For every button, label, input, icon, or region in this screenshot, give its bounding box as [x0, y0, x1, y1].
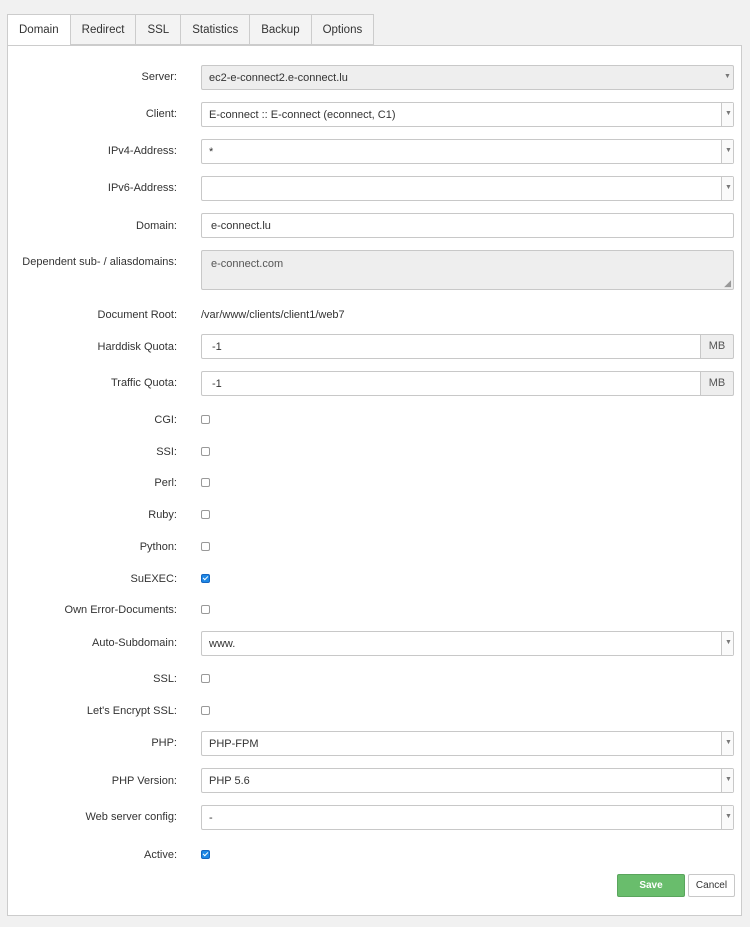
- save-button[interactable]: Save: [617, 874, 685, 897]
- aliasdomains-label: Dependent sub- / aliasdomains:: [22, 256, 177, 268]
- ssl-label: SSL:: [153, 673, 177, 685]
- tab-options[interactable]: Options: [312, 14, 375, 45]
- php-label: PHP:: [151, 737, 177, 749]
- traffic-quota-unit: MB: [700, 371, 734, 396]
- letsencrypt-label: Let's Encrypt SSL:: [86, 705, 177, 717]
- subdomain-value: www.: [209, 638, 236, 650]
- docroot-value: /var/www/clients/client1/web7: [201, 309, 345, 321]
- caret-down-icon[interactable]: ▼: [721, 177, 733, 200]
- php-value: PHP-FPM: [209, 738, 259, 750]
- python-label: Python:: [139, 541, 177, 553]
- aliasdomains-value: e-connect.com: [211, 258, 284, 270]
- caret-down-icon[interactable]: ▼: [721, 632, 733, 655]
- domain-input[interactable]: [201, 213, 734, 238]
- resize-grip-icon[interactable]: ◢: [724, 278, 731, 288]
- ssi-checkbox[interactable]: [201, 447, 210, 456]
- active-label: Active:: [143, 849, 177, 861]
- hd-quota-unit: MB: [700, 334, 734, 359]
- perl-checkbox[interactable]: [201, 478, 210, 487]
- hd-quota-group: [201, 334, 734, 359]
- php-select[interactable]: [201, 731, 734, 756]
- ipv4-label: IPv4-Address:: [107, 145, 177, 157]
- hd-quota-value: -1: [212, 341, 222, 353]
- subdomain-select[interactable]: [201, 631, 734, 656]
- server-select: [201, 65, 734, 90]
- caret-down-icon[interactable]: ▼: [721, 769, 733, 792]
- caret-down-icon: ▼: [724, 73, 731, 80]
- ssi-label: SSI:: [156, 446, 177, 458]
- traffic-quota-input[interactable]: [201, 371, 701, 396]
- cgi-checkbox[interactable]: [201, 415, 210, 424]
- cancel-button[interactable]: Cancel: [688, 874, 735, 897]
- webserver-config-value: -: [209, 812, 213, 824]
- tab-redirect[interactable]: Redirect: [71, 14, 137, 45]
- caret-down-icon[interactable]: ▼: [721, 140, 733, 163]
- aliasdomains-textarea: [201, 250, 734, 290]
- tab-domain[interactable]: Domain: [7, 14, 71, 46]
- domain-label: Domain:: [136, 220, 177, 232]
- caret-down-icon[interactable]: ▼: [721, 732, 733, 755]
- docroot-label: Document Root:: [97, 309, 177, 321]
- server-label: Server:: [141, 71, 177, 83]
- active-checkbox[interactable]: [201, 850, 210, 859]
- traffic-quota-label: Traffic Quota:: [110, 377, 177, 389]
- hd-quota-label: Harddisk Quota:: [97, 341, 177, 353]
- tab-backup[interactable]: Backup: [250, 14, 311, 45]
- php-version-select[interactable]: [201, 768, 734, 793]
- traffic-quota-value: -1: [212, 378, 222, 390]
- suexec-checkbox[interactable]: [201, 574, 210, 583]
- client-select[interactable]: [201, 102, 734, 127]
- ipv6-select[interactable]: [201, 176, 734, 201]
- php-version-label: PHP Version:: [111, 775, 177, 787]
- ruby-label: Ruby:: [148, 509, 177, 521]
- tab-bar: [7, 14, 374, 46]
- webserver-config-label: Web server config:: [85, 811, 177, 823]
- traffic-quota-group: [201, 371, 734, 396]
- php-version-value: PHP 5.6: [209, 775, 250, 787]
- cgi-label: CGI:: [154, 414, 177, 426]
- letsencrypt-checkbox[interactable]: [201, 706, 210, 715]
- ipv6-label: IPv6-Address:: [107, 182, 177, 194]
- client-label: Client:: [145, 108, 177, 120]
- hd-quota-input[interactable]: [201, 334, 701, 359]
- ruby-checkbox[interactable]: [201, 510, 210, 519]
- tab-statistics[interactable]: Statistics: [181, 14, 250, 45]
- caret-down-icon[interactable]: ▼: [721, 103, 733, 126]
- domain-value: e-connect.lu: [211, 220, 271, 232]
- python-checkbox[interactable]: [201, 542, 210, 551]
- suexec-label: SuEXEC:: [130, 573, 177, 585]
- ssl-checkbox[interactable]: [201, 674, 210, 683]
- webserver-config-select[interactable]: [201, 805, 734, 830]
- caret-down-icon[interactable]: ▼: [721, 806, 733, 829]
- server-value: ec2-e-connect2.e-connect.lu: [209, 72, 348, 84]
- domain-form-panel: [7, 45, 742, 916]
- client-value: E-connect :: E-connect (econnect, C1): [209, 109, 396, 121]
- subdomain-label: Auto-Subdomain:: [92, 637, 177, 649]
- perl-label: Perl:: [154, 477, 177, 489]
- tab-ssl[interactable]: SSL: [136, 14, 181, 45]
- errordocs-checkbox[interactable]: [201, 605, 210, 614]
- errordocs-label: Own Error-Documents:: [64, 604, 177, 616]
- ipv4-value: *: [209, 146, 214, 158]
- ipv4-select[interactable]: [201, 139, 734, 164]
